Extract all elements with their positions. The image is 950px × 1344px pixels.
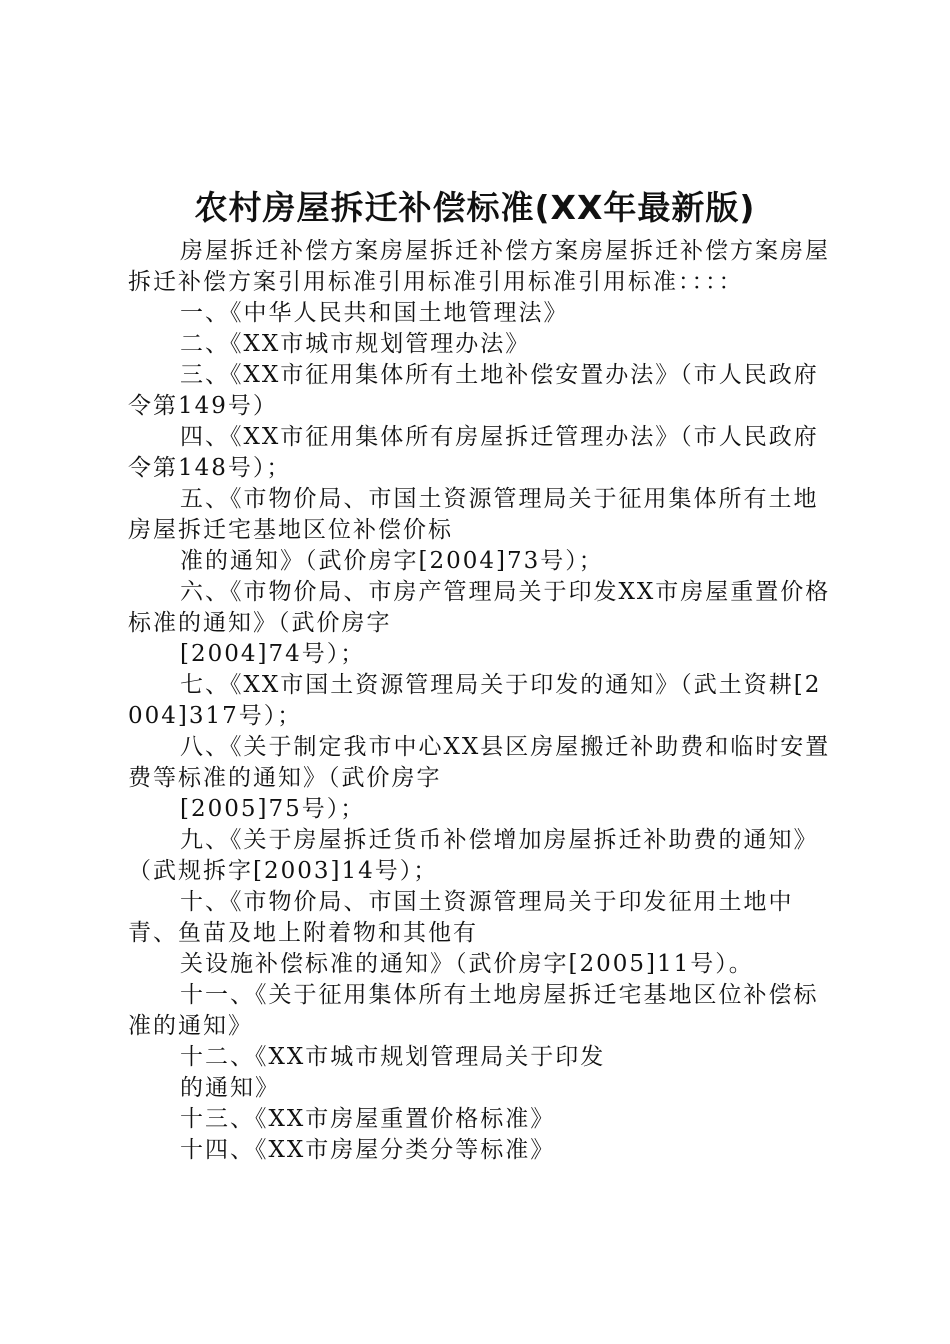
reference-item-1: 一、《中华人民共和国土地管理法》 — [180, 300, 569, 326]
reference-item-3: 三、《XX市征用集体所有土地补偿安置办法》（市人民政府令第149号） — [128, 362, 819, 419]
reference-item-4: 四、《XX市征用集体所有房屋拆迁管理办法》（市人民政府令第148号）； — [128, 424, 819, 481]
reference-item-11: 十一、《关于征用集体所有土地房屋拆迁宅基地区位补偿标准的通知》 — [128, 982, 819, 1039]
intro-paragraph: 房屋拆迁补偿方案房屋拆迁补偿方案房屋拆迁补偿方案房屋拆迁补偿方案引用标准引用标准引用标准引用标准：：：： — [128, 238, 830, 295]
reference-item-7: 七、《XX市国土资源管理局关于印发的通知》（武土资耕[2004]317号）； — [128, 672, 822, 729]
reference-item-8: 八、《关于制定我市中心XX县区房屋搬迁补助费和临时安置费等标准的通知》（武价房字 — [128, 734, 831, 791]
document-title: 农村房屋拆迁补偿标准(XX年最新版) — [194, 188, 756, 227]
document-body — [128, 236, 832, 1166]
reference-item-6-continued: [2004]74号）； — [180, 641, 366, 667]
reference-item-5-continued: 准的通知》（武价房字[2004]73号）； — [180, 548, 604, 574]
reference-item-2: 二、《XX市城市规划管理办法》 — [180, 331, 531, 357]
reference-item-12-continued: 的通知》 — [180, 1075, 280, 1101]
reference-item-12: 十二、《XX市城市规划管理局关于印发 — [180, 1044, 606, 1070]
reference-item-10: 十、《市物价局、市国土资源管理局关于印发征用土地中青、鱼苗及地上附着物和其他有 — [128, 889, 794, 946]
reference-item-10-continued: 关设施补偿标准的通知》（武价房字[2005]11号）。 — [180, 951, 754, 977]
reference-item-6: 六、《市物价局、市房产管理局关于印发XX市房屋重置价格标准的通知》（武价房字 — [128, 579, 831, 636]
reference-item-8-continued: [2005]75号）； — [180, 796, 366, 822]
reference-item-13: 十三、《XX市房屋重置价格标准》 — [180, 1106, 556, 1132]
reference-item-9: 九、《关于房屋拆迁货币补偿增加房屋拆迁补助费的通知》（武规拆字[2003]14号）； — [128, 827, 819, 884]
reference-item-14: 十四、《XX市房屋分类分等标准》 — [180, 1137, 556, 1163]
reference-item-5: 五、《市物价局、市国土资源管理局关于征用集体所有土地房屋拆迁宅基地区位补偿价标 — [128, 486, 819, 543]
